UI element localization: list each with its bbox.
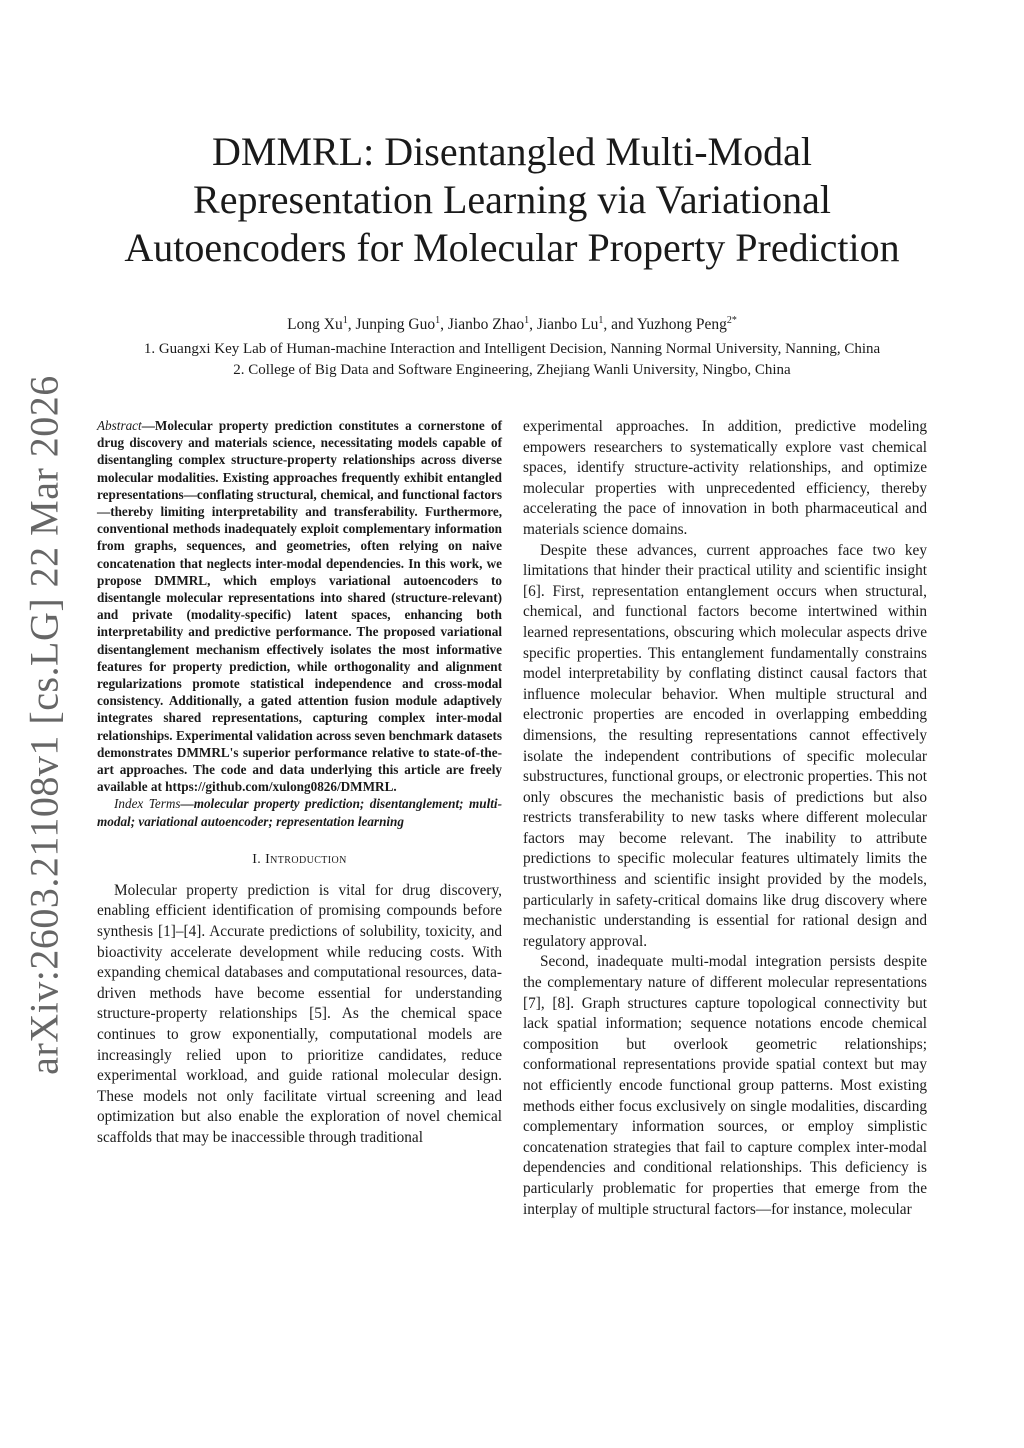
author-separator: ,: [529, 316, 537, 333]
title-line-3: Autoencoders for Molecular Property Prediction: [124, 225, 900, 270]
affiliation-2: 2. College of Big Data and Software Engineering, Zhejiang Wanli University, Ningbo, China: [233, 362, 791, 378]
paper-title: [90, 128, 934, 272]
left-column: [97, 417, 502, 1149]
author-name: Jianbo Lu: [536, 316, 599, 333]
abstract: [97, 417, 502, 795]
intro-paragraph-2: Despite these advances, current approaches face two key limitations that hinder their practical utility and scientific insight [6]. First, representation entanglement occurs when structural, chemical, and functional factors become intertwined within learned representations, obscuring which molecular aspects drive specific properties. This entanglement fundamentally constrains model interpretability by conflating distinct causal factors that influence molecular behavior. When multiple structural and electronic properties are encoded in overlapping embedding dimensions, the resulting representations cannot effectively isolate the independent contributions of specific molecular substructures, functional groups, or electronic properties. This not only obscures the mechanistic basis of predictions but also restricts transferability to new tasks where different molecular factors may become relevant. The inability to attribute predictions to specific molecular features ultimately limits the trustworthiness and scientific insight provided by the models, particularly in safety-critical domains like drug discovery where mechanistic understanding is essential for rational design and regulatory approval.: [523, 541, 927, 950]
author-separator: ,: [347, 316, 356, 333]
intro-paragraph-1: Molecular property prediction is vital for drug discovery, enabling efficient identification of promising compounds before synthesis [1]–[4]. Accurate predictions of solubility, toxicity, and bioactivity accelerate development while reducing costs. With expanding chemical databases and computational resources, data-driven methods have become essential for understanding structure-property relationships [5]. As the chemical space continues to grow exponentially, computational models are increasingly relied upon to prioritize candidates, reduce experimental workload, and guide rational molecular design. These models not only facilitate virtual screening and lead optimization but also enable the exploration of novel chemical scaffolds that may be inaccessible through traditional: [97, 881, 502, 1146]
abstract-text: —Molecular property prediction constitutes a cornerstone of drug discovery and materials science, necessitating models capable of disentangling complex structure-property relationships across diverse molecular modalities. Existing approaches frequently exhibit entangled representations—conflating structural, chemical, and functional factors—thereby limiting interpretability and transferability. Furthermore, conventional methods inadequately exploit complementary information from graphs, sequences, and geometries, often relying on naive concatenation that neglects inter-modal dependencies. In this work, we propose DMMRL, which employs variational autoencoders to disentangle molecular representations into shared (structure-relevant) and private (modality-specific) latent spaces, enhancing both interpretability and predictive performance. The proposed variational disentanglement mechanism effectively isolates the most informative features for property prediction, while orthogonality and alignment regularizations promote statistical independence and cross-modal consistency. Additionally, a gated attention fusion module adaptively integrates shared representations, capturing complex inter-modal relationships. Experimental validation across seven benchmark datasets demonstrates DMMRL's superior performance relative to state-of-the-art approaches. The code and data underlying this article are freely available at https://github.com/xulong0826/DMMRL.: [97, 418, 502, 795]
author-name: Jianbo Zhao: [447, 316, 525, 333]
title-line-1: DMMRL: Disentangled Multi-Modal: [212, 129, 812, 174]
author-affiliation-mark: 1: [435, 315, 441, 326]
right-column: [523, 417, 927, 1220]
author-name: Yuzhong Peng: [636, 316, 727, 333]
index-terms-text: —molecular property prediction; disentanglement; multi-modal; variational autoencoder; representation learning: [97, 796, 502, 829]
author-separator: ,: [440, 316, 448, 333]
author-affiliation-mark: 1: [598, 315, 604, 326]
intro-paragraph-3: Second, inadequate multi-modal integration persists despite the complementary nature of different molecular representations [7], [8]. Graph structures capture topological connectivity but lack spatial information; sequence notations encode chemical composition but overlook geometric relationships; conformational representations provide spatial context but may not efficiently encode functional group patterns. Most existing methods either focus exclusively on single modalities, discarding complementary information sources, or employ simplistic concatenation strategies that fail to capture complex inter-modal dependencies and conditional relationships. This deficiency is particularly problematic for properties that emerge from the interplay of multiple structural factors—for instance, molecular: [523, 953, 927, 1218]
index-terms: [97, 795, 502, 829]
abstract-label: Abstract: [97, 418, 142, 433]
author-name: Junping Guo: [355, 316, 436, 333]
affiliation-1: 1. Guangxi Key Lab of Human-machine Interaction and Intelligent Decision, Nanning Normal University, Nanning, China: [143, 341, 881, 357]
author-affiliation-mark: 2*: [726, 315, 737, 326]
author-separator: , and: [603, 316, 637, 333]
intro-paragraph-1-continued: experimental approaches. In addition, predictive modeling empowers researchers to systematically explore vast chemical spaces, identify structure-activity relationships, and optimize molecular properties with unprecedented efficiency, thereby accelerating the pace of innovation in both pharmaceutical and materials science domains.: [523, 418, 927, 538]
title-line-2: Representation Learning via Variational: [193, 177, 831, 222]
arxiv-watermark: [20, 375, 68, 1075]
index-terms-label: Index Terms: [114, 796, 181, 812]
author-affiliation-mark: 1: [342, 315, 348, 326]
section-heading-introduction: [97, 852, 502, 868]
section-title: Introduction: [265, 851, 347, 867]
section-number: I.: [252, 851, 262, 867]
arxiv-identifier: arXiv:2603.21108v1 [cs.LG] 22 Mar 2026: [21, 375, 67, 1075]
author-affiliation-mark: 1: [524, 315, 530, 326]
author-name: Long Xu: [287, 316, 343, 333]
author-list: [60, 316, 964, 334]
